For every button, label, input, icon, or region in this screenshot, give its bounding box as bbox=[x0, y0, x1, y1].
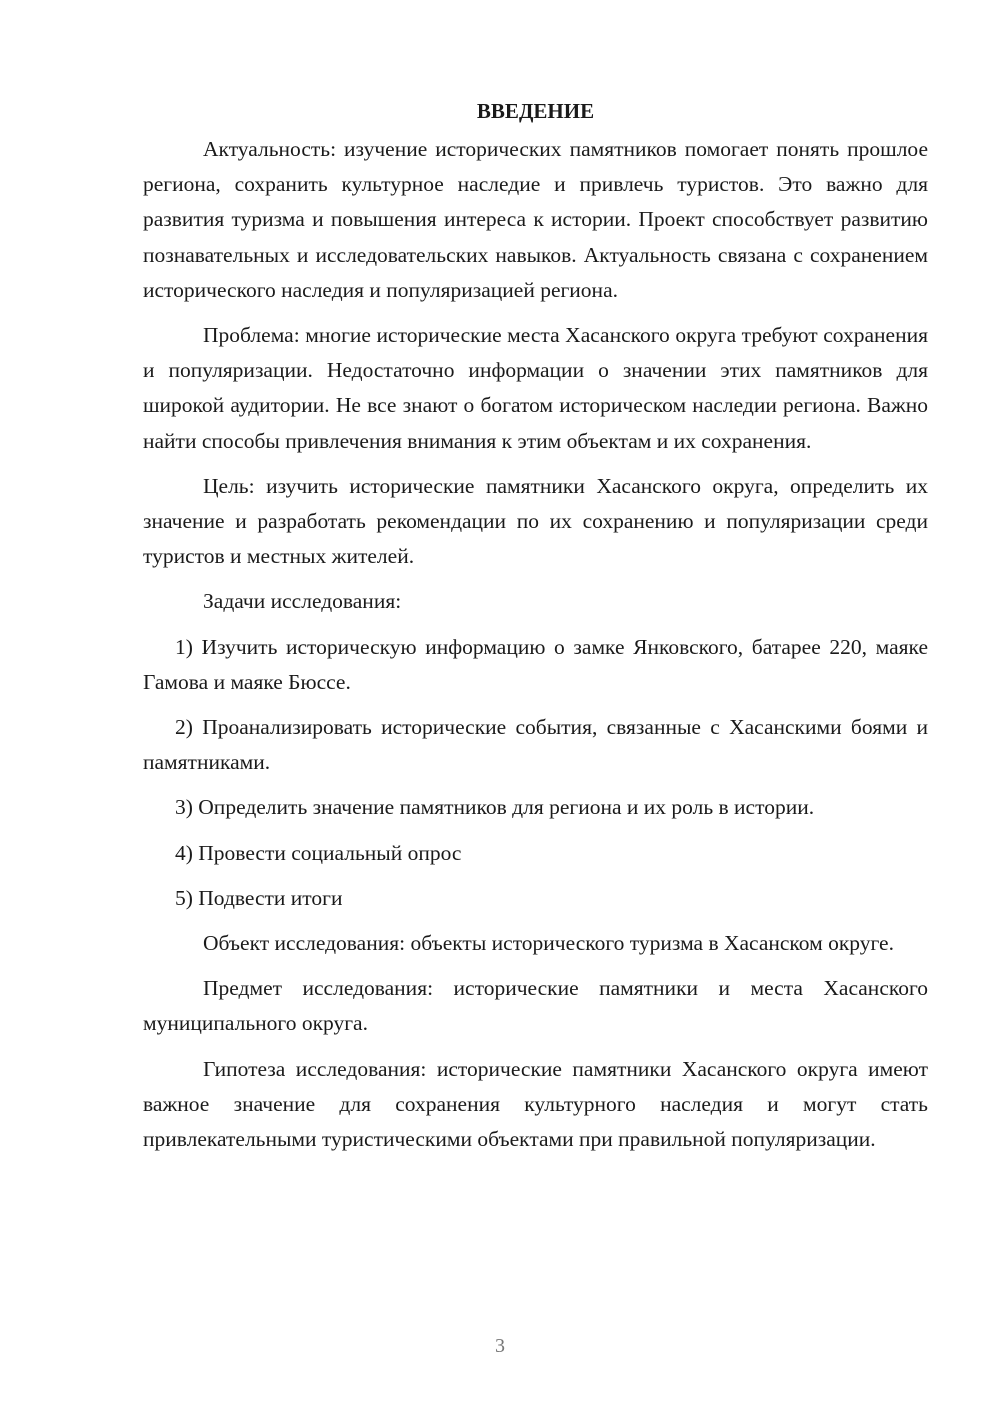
document-page bbox=[143, 96, 928, 1167]
section-heading: ВВЕДЕНИЕ bbox=[476, 99, 595, 123]
hypothesis-paragraph: Гипотеза исследования: исторические памятники Хасанского округа имеют важное значение для сохранения культурного наследия и могут стать привлекательными туристическими объектами при правильной популяризации. bbox=[143, 1056, 928, 1152]
task-item: 2) Проанализировать исторические события, связанные с Хасанскими боями и памятниками. bbox=[143, 715, 928, 775]
task-item: 3) Определить значение памятников для региона и их роль в истории. bbox=[175, 795, 815, 820]
relevance-paragraph: Актуальность: изучение исторических памятников помогает понять прошлое региона, сохранить культурное наследие и привлечь туристов. Это важно для развития туризма и повышения интереса к истории. Проект способствует развитию познавательных и исследовательских навыков. Актуальность связана с сохранением исторического наследия и популяризацией региона. bbox=[143, 137, 928, 302]
task-item: 1) Изучить историческую информацию о замке Янковского, батарее 220, маяке Гамова и маяке Бюссе. bbox=[143, 634, 928, 694]
object-paragraph: Объект исследования: объекты исторического туризма в Хасанском округе. bbox=[203, 931, 894, 956]
problem-paragraph: Проблема: многие исторические места Хасанского округа требуют сохранения и популяризации. Недостаточно информации о значении этих памятников для широкой аудитории. Не все знают о богатом историческом наследии региона. Важно найти способы привлечения внимания к этим объектам и их сохранения. bbox=[143, 323, 928, 453]
subject-paragraph: Предмет исследования: исторические памятники и места Хасанского муниципального округа. bbox=[143, 976, 928, 1036]
page-number: 3 bbox=[495, 1335, 505, 1357]
goal-paragraph: Цель: изучить исторические памятники Хасанского округа, определить их значение и разработать рекомендации по их сохранению и популяризации среди туристов и местных жителей. bbox=[143, 473, 928, 569]
task-item: 5) Подвести итоги bbox=[175, 885, 343, 910]
task-item: 4) Провести социальный опрос bbox=[175, 840, 462, 865]
tasks-heading: Задачи исследования: bbox=[203, 589, 402, 614]
